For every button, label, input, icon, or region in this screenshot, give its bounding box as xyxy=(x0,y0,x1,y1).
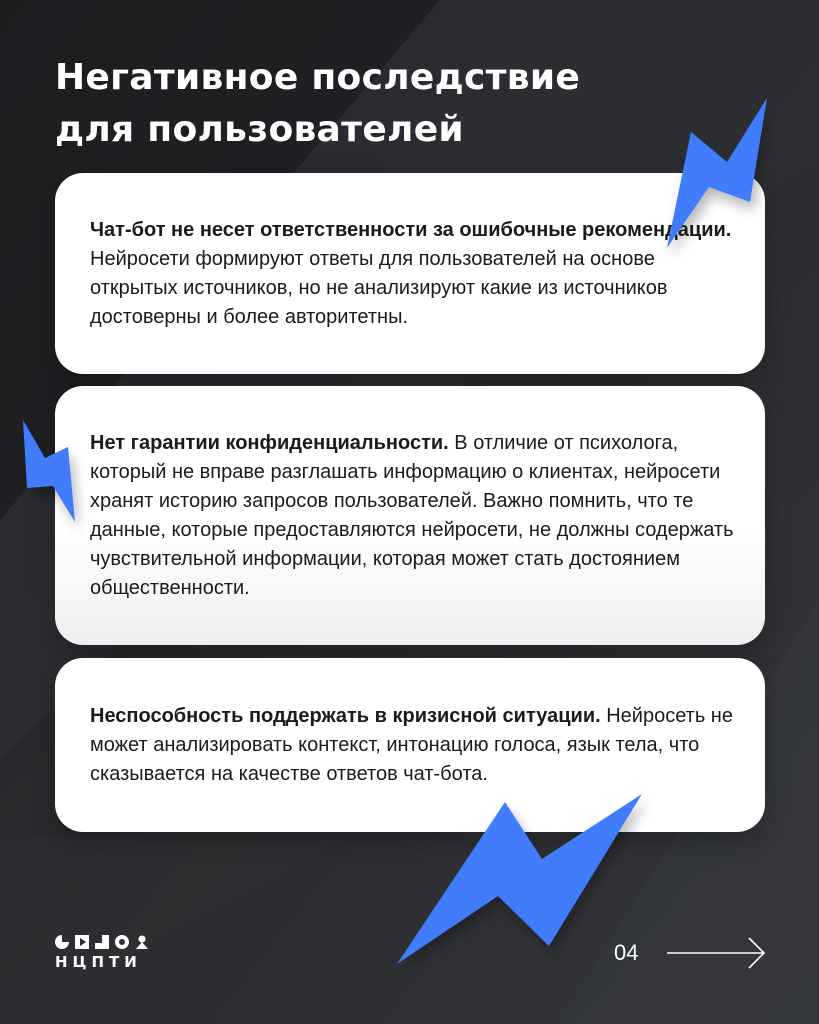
card-2-heading: Нет гарантии конфиденциальности. xyxy=(90,431,449,454)
title-line-1: Негативное последствие xyxy=(55,57,581,98)
card-1-heading: Чат-бот не несет ответственности за ошибочные рекомендации. xyxy=(90,218,732,241)
card-3-heading: Неспособность поддержать в кризисной ситуации. xyxy=(90,704,601,727)
card-2-body: В отличие от психолога, который не вправе разглашать информацию о клиентах, нейросети хранят историю запросов пользователей. Важно помнить, что те данные, которые предоставляются нейросети, не должны содержать чувствительной информации, которая может стать достоянием общественности. xyxy=(90,431,734,599)
logo-text: НЦПТИ xyxy=(55,953,142,971)
title-line-2: для пользователей xyxy=(55,109,464,150)
bolt-bottom xyxy=(397,794,642,964)
card-1-body: Нейросети формируют ответы для пользователей на основе открытых источников, но не анализируют какие из источников достоверны и более авторитетны. xyxy=(90,247,668,328)
card-3-body: Нейросеть не может анализировать контекст, интонацию голоса, язык тела, что сказывается на качестве ответов чат-бота. xyxy=(90,704,733,785)
page-number: 04 xyxy=(614,940,639,965)
bolt-top-right xyxy=(667,98,767,248)
bolt-left xyxy=(23,420,75,522)
